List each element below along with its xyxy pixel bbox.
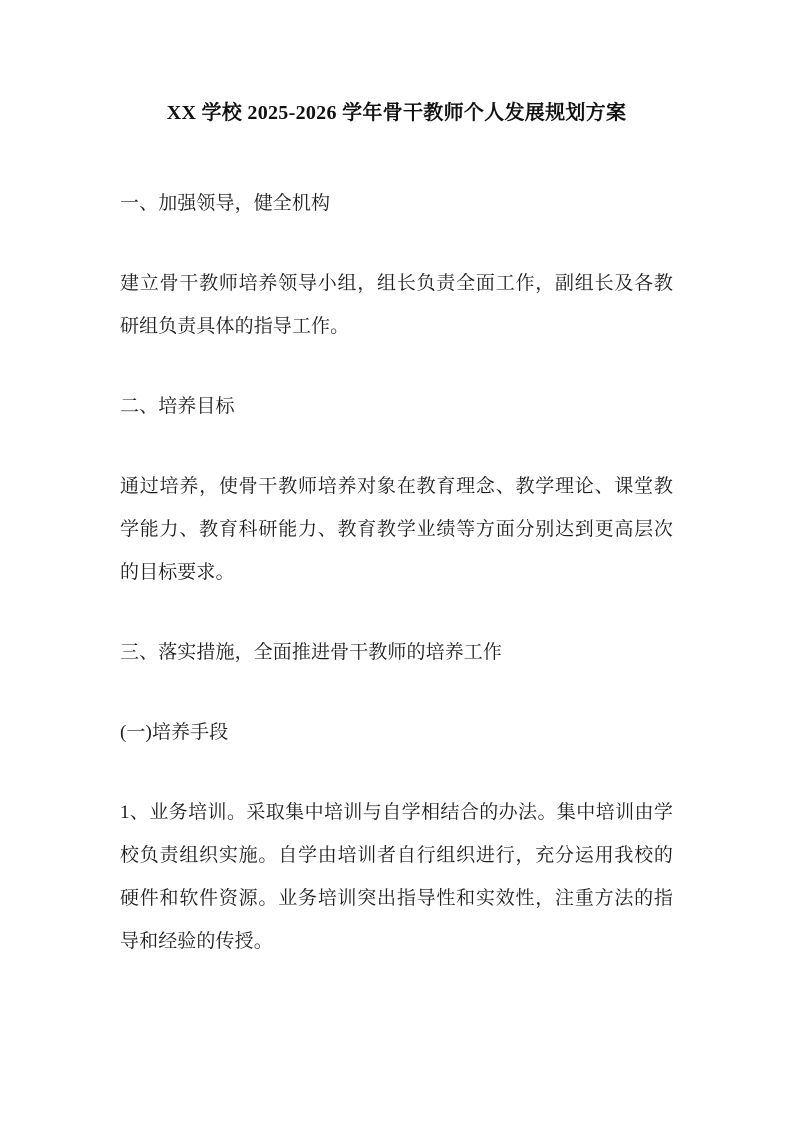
subsection-heading-3-1: (一)培养手段 [120,722,229,743]
document-title: XX 学校 2025-2026 学年骨干教师个人发展规划方案 [166,102,627,124]
section-1-paragraph: 建立骨干教师培养领导小组，组长负责全面工作，副组长及各教研组负责具体的指导工作。 [120,273,673,337]
section-heading-2: 二、培养目标 [120,396,235,417]
section-heading-3: 三、落实措施，全面推进骨干教师的培养工作 [120,642,503,663]
section-heading-1: 一、加强领导，健全机构 [120,193,331,214]
subsection-3-1-paragraph-1: 1、业务培训。采取集中培训与自学相结合的办法。集中培训由学校负责组织实施。自学由培训者自行组织进行，充分运用我校的硬件和软件资源。业务培训突出指导性和实效性，注重方法的指导和经验的传授。 [120,802,673,952]
section-2-paragraph: 通过培养，使骨干教师培养对象在教育理念、教学理论、课堂教学能力、教育科研能力、教育教学业绩等方面分别达到更高层次的目标要求。 [120,476,673,583]
